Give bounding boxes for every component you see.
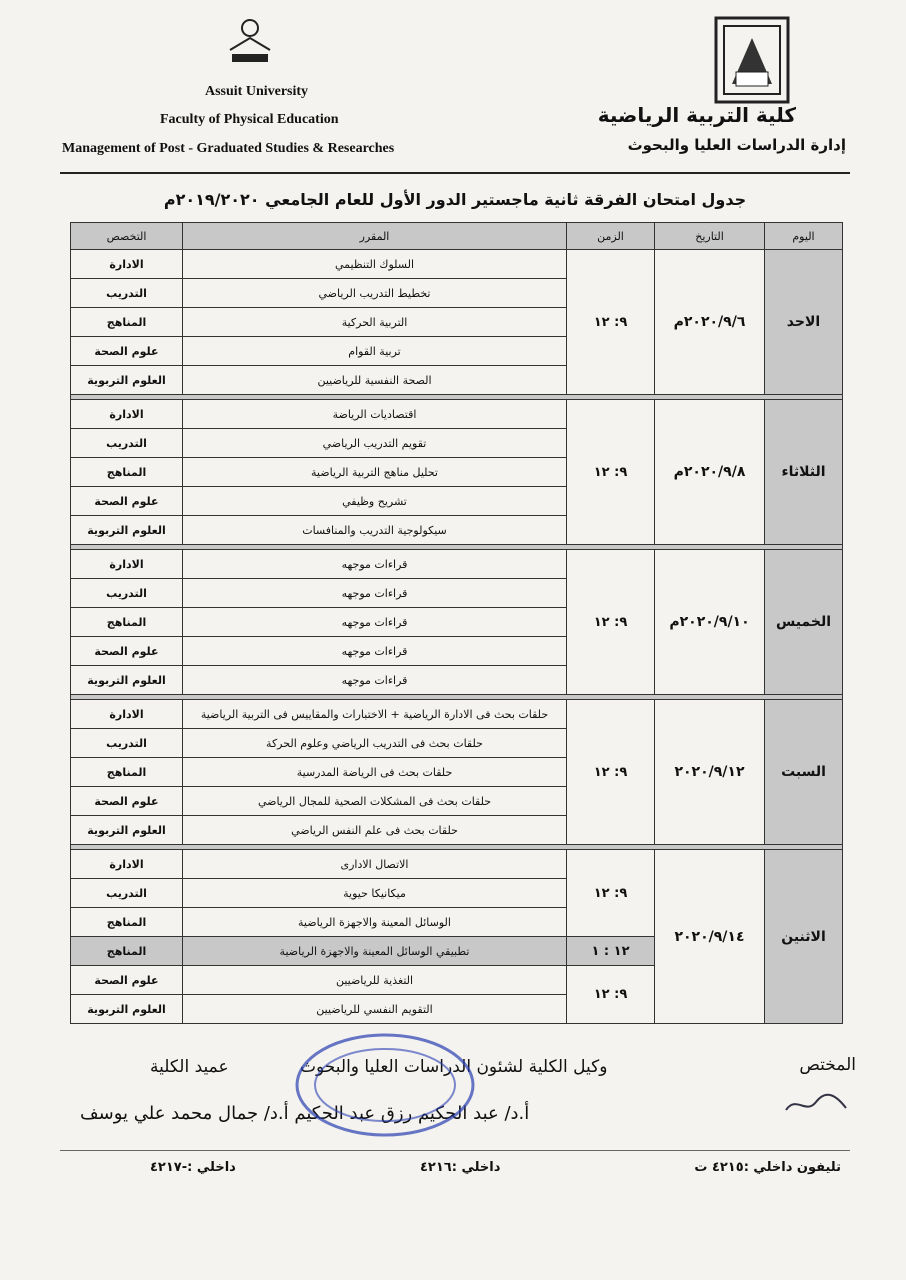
specialty-cell: الادارة (71, 850, 183, 879)
specialty-cell: الادارة (71, 550, 183, 579)
subject-cell: ميكانيكا حيوية (183, 879, 567, 908)
time-cell: ٩: ١٢ (567, 700, 655, 845)
table-row (71, 850, 843, 879)
col-time: الزمن (567, 223, 655, 250)
subject-cell: سيكولوجية التدريب والمنافسات (183, 516, 567, 545)
subject-cell: قراءات موجهه (183, 637, 567, 666)
exam-schedule-table (70, 222, 843, 1024)
day-cell: الاحد (765, 250, 843, 395)
specialty-cell: العلوم التربوية (71, 995, 183, 1024)
subject-cell: اقتصاديات الرياضة (183, 400, 567, 429)
table-row (71, 700, 843, 729)
subject-cell: الصحة النفسية للرياضيين (183, 366, 567, 395)
specialty-cell: علوم الصحة (71, 966, 183, 995)
specialty-cell: العلوم التربوية (71, 816, 183, 845)
time-cell: ٩: ١٢ (567, 966, 655, 1024)
specialty-cell: التدريب (71, 579, 183, 608)
specialty-cell: علوم الصحة (71, 337, 183, 366)
col-date: التاريخ (655, 223, 765, 250)
subject-cell: قراءات موجهه (183, 550, 567, 579)
subject-cell: التغذية للرياضيين (183, 966, 567, 995)
header-divider (60, 172, 850, 174)
university-name: Assuit University (205, 84, 309, 99)
subject-cell: قراءات موجهه (183, 608, 567, 637)
subject-cell: تشريح وظيفي (183, 487, 567, 516)
specialty-cell: المناهج (71, 908, 183, 937)
subject-cell: تحليل مناهج التربية الرياضية (183, 458, 567, 487)
subject-cell: تطبيقي الوسائل المعينة والاجهزة الرياضية (183, 937, 567, 966)
time-cell: ٩: ١٢ (567, 250, 655, 395)
col-day: اليوم (765, 223, 843, 250)
time-cell: ٩: ١٢ (567, 400, 655, 545)
time-cell: ٩: ١٢ (567, 850, 655, 937)
specialty-cell: المناهج (71, 308, 183, 337)
vice-dean-label: وكيل الكلية لشئون الدراسات العليا والبحوث (300, 1057, 608, 1077)
management-name: Management of Post - Graduated Studies & Researches (62, 141, 395, 156)
specialty-cell: التدريب (71, 279, 183, 308)
subject-cell: السلوك التنظيمي (183, 250, 567, 279)
subject-cell: حلقات بحث فى الادارة الرياضية + الاختبارات والمقاييس فى التربية الرياضية (183, 700, 567, 729)
specialty-cell: المناهج (71, 458, 183, 487)
university-logo (220, 10, 280, 70)
date-cell: ٢٠٢٠/٩/١٠م (655, 550, 765, 695)
department-name-ar: إدارة الدراسات العليا والبحوث (627, 136, 846, 154)
specialist-label: المختص (799, 1055, 856, 1075)
subject-cell: تقويم التدريب الرياضي (183, 429, 567, 458)
subject-cell: الاتصال الادارى (183, 850, 567, 879)
subject-cell: حلقات بحث فى المشكلات الصحية للمجال الرياضي (183, 787, 567, 816)
subject-cell: التربية الحركية (183, 308, 567, 337)
college-name-ar: كلية التربية الرياضية (597, 103, 796, 127)
signatory-names: أ.د/ عبد الحكيم رزق عبد الحكيم أ.د/ جمال محمد علي يوسف (80, 1103, 530, 1124)
subject-cell: قراءات موجهه (183, 579, 567, 608)
table-row (71, 400, 843, 429)
specialty-cell: علوم الصحة (71, 787, 183, 816)
footer-divider (60, 1150, 850, 1151)
specialty-cell: الادارة (71, 700, 183, 729)
schedule-title: جدول امتحان الفرقة ثانية ماجستير الدور الأول للعام الجامعي ٢٠١٩/٢٠٢٠م (163, 190, 747, 209)
specialty-cell: العلوم التربوية (71, 666, 183, 695)
specialty-cell: العلوم التربوية (71, 516, 183, 545)
dean-label: عميد الكلية (150, 1057, 229, 1077)
faculty-logo (712, 14, 792, 106)
time-cell: ١٢ : ١ (567, 937, 655, 966)
specialty-cell: المناهج (71, 758, 183, 787)
handwritten-signature (781, 1090, 851, 1125)
date-cell: ٢٠٢٠/٩/١٢ (655, 700, 765, 845)
specialty-cell: علوم الصحة (71, 637, 183, 666)
date-cell: ٢٠٢٠/٩/١٤ (655, 850, 765, 1024)
specialty-cell: العلوم التربوية (71, 366, 183, 395)
subject-cell: تخطيط التدريب الرياضي (183, 279, 567, 308)
specialty-cell: التدريب (71, 879, 183, 908)
official-stamp (290, 1030, 480, 1140)
specialty-cell: التدريب (71, 429, 183, 458)
subject-cell: التقويم النفسي للرياضيين (183, 995, 567, 1024)
table-header-row (71, 223, 843, 250)
phone-extension-1: تليفون داخلي :٤٢١٥ ت (694, 1160, 841, 1175)
specialty-cell: المناهج (71, 937, 183, 966)
specialty-cell: الادارة (71, 250, 183, 279)
day-cell: السبت (765, 700, 843, 845)
col-subject: المقرر (183, 223, 567, 250)
day-cell: الاثنين (765, 850, 843, 1024)
subject-cell: حلقات بحث فى علم النفس الرياضي (183, 816, 567, 845)
specialty-cell: المناهج (71, 608, 183, 637)
subject-cell: تربية القوام (183, 337, 567, 366)
date-cell: ٢٠٢٠/٩/٦م (655, 250, 765, 395)
specialty-cell: الادارة (71, 400, 183, 429)
specialty-cell: علوم الصحة (71, 487, 183, 516)
table-row (71, 250, 843, 279)
subject-cell: حلقات بحث فى التدريب الرياضي وعلوم الحركة (183, 729, 567, 758)
phone-extension-2: داخلي :٤٢١٦ (420, 1160, 501, 1175)
phone-extension-3: داخلي :-٤٢١٧ (150, 1160, 236, 1175)
faculty-name: Faculty of Physical Education (160, 112, 339, 127)
time-cell: ٩: ١٢ (567, 550, 655, 695)
subject-cell: حلقات بحث فى الرياضة المدرسية (183, 758, 567, 787)
day-cell: الثلاثاء (765, 400, 843, 545)
day-cell: الخميس (765, 550, 843, 695)
date-cell: ٢٠٢٠/٩/٨م (655, 400, 765, 545)
subject-cell: الوسائل المعينة والاجهزة الرياضية (183, 908, 567, 937)
subject-cell: قراءات موجهه (183, 666, 567, 695)
col-specialty: التخصص (71, 223, 183, 250)
specialty-cell: التدريب (71, 729, 183, 758)
table-row (71, 550, 843, 579)
